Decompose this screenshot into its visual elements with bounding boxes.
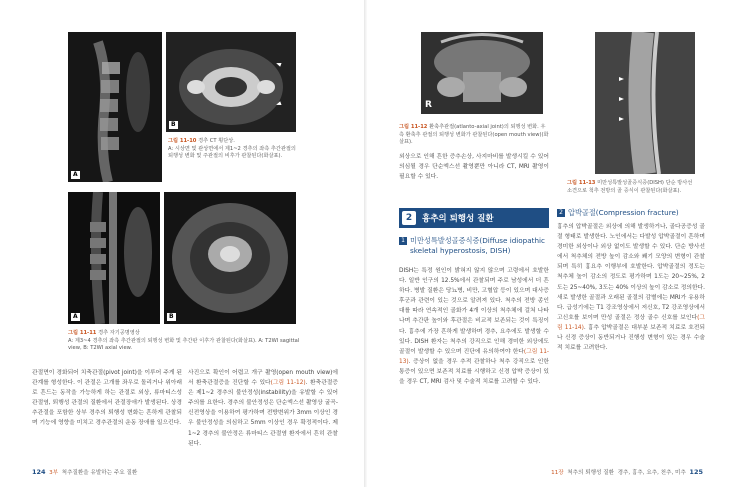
arrow-indicator: [619, 77, 624, 81]
chapter-label: 11장: [551, 470, 564, 476]
xray-side-marker: R: [425, 100, 432, 110]
part-label: 3부: [49, 470, 59, 476]
page-number: 124: [32, 468, 46, 476]
caption-number: 그림 11-10: [168, 138, 197, 144]
mri-axial-image: [164, 192, 296, 324]
subsection-number: 2: [557, 209, 565, 217]
figure-caption-11-11: [68, 330, 300, 353]
subsection-heading-compression: [557, 208, 707, 218]
section-number: 2: [402, 211, 416, 225]
figure-reference: (그림 11-12): [270, 380, 306, 387]
figure-11-11b-mri-axial: [164, 192, 296, 324]
body-column-left: [32, 368, 182, 429]
figure-label: B: [171, 121, 176, 128]
text-run: 사진으로 확인이 어렵고 개구 촬영(open mouth view)에서 환축관절증을 진단할 수 있다: [188, 370, 338, 387]
paragraph: [399, 266, 549, 387]
figure-caption-11-12: [399, 124, 549, 147]
left-page: [0, 0, 366, 487]
caption-number: 그림 11-13: [567, 180, 596, 186]
subsection-heading-dish: [399, 236, 549, 256]
section-heading: [399, 208, 549, 228]
running-title: 척추의 퇴행성 질환: [567, 470, 615, 476]
caption-title: 미만성특발성골증식증(DISH) 단순 방사선 소견으로 척추 전방의 골 증식이 관찰된다(화살표).: [567, 180, 693, 194]
right-page: [367, 0, 733, 487]
figure-11-12-open-mouth-xray: [421, 32, 543, 114]
caption-body: A: 제3~4 경추의 좌측 추간관절의 퇴행성 변화 및 추간판 이후가 관찰된다(화살표). A: T2WI sagittal view, B: T2WI axial view.: [68, 337, 300, 351]
text-run: 흉추의 압박골절은 외상에 의해 발생하거나, 골다공증성 골절 형태로 발생한다. 노인에서는 다발성 압박골절이 흔하며 경미한 외상이나 외상 없이도 발생할 수 있다. 단순 방사선에서 척추체의 전방 높이 감소와 쐐기 모양의 변형이 관찰되며 특히 흉요추 이행부에 호발한다. 압박골절의 정도는 척추체 높이 감소의 정도로 평가하며 1도는 20~25%, 2도는 25~40%, 3도는 40% 이상의 높이 감소로 정의한다. 새로 발생한 골절과 오래된 골절의 감별에는 MRI가 유용하다. 급성기에는 T1 강조영상에서 저신호, T2 강조영상에서 고신호를 보이며 만성 골절은 정상 골수 신호를 보인다: [557, 224, 705, 321]
figure-caption-11-10: [168, 138, 298, 161]
caption-title: 경추 CT 횡단상.: [198, 138, 235, 144]
body-column-right: [188, 368, 338, 449]
body-column-compression: [557, 222, 705, 353]
subsection-title: 압박골절(Compression fracture): [568, 208, 679, 217]
caption-body: 우측 환축추 관절의 퇴행성 변화가 관찰된다(open mouth view)(화살표).: [399, 124, 549, 145]
intro-paragraph: [399, 152, 549, 182]
figure-label: A: [73, 171, 78, 178]
text-run: DISH는 특정 원인이 밝혀지 않지 않으며 고령에서 호발한다. 일반 인구의 12.5%에서 관찰되며 주로 남성에서 더 흔하다. 병발 질환은 당뇨병, 비만, 고혈압 등이 있으며 대사증후군과 관련이 있는 것으로 알려져 있다. 척추의 전방 종인대를 따라 연속적인 골화가 4개 이상의 척추체에 걸쳐 나타나며 추간판 높이와 후관절은 비교적 보존되는 것이 특징이다. 흉추에 가장 흔하게 발생하며 경추, 요추에도 발생할 수 있다. DISH 환자는 척추의 강직으로 인해 경미한 외상에도 골절이 발생할 수 있으며 진단에 유의하여야 한다: [399, 268, 549, 355]
paragraph: [188, 368, 338, 449]
caption-title: 경추 자기공명영상: [98, 330, 140, 336]
figure-reference: (그림 11-14): [557, 314, 705, 331]
figure-reference: (그림 11-13): [399, 348, 549, 365]
paragraph: 외상으로 인해 흔한 증추손상, 사지마비를 발생시킬 수 있어 의심될 경우 단순엑스선 촬영뿐만 아니라 CT, MRI 촬영이 필요할 수 있다.: [399, 154, 549, 181]
subsection-title: 미만성특발성골증식증(Diffuse idiopathic skeletal hyperostosis, DISH): [410, 236, 545, 255]
arrow-indicator: [619, 97, 624, 101]
arrow-indicator: [619, 117, 624, 121]
paragraph: [557, 222, 705, 353]
paragraph: 관절면이 경화되어 치축관절(pivot joint)을 이루어 주게 된 관계를 형성한다. 이 관절은 고개를 좌우로 돌리거나 위아래로 흔드는 동작을 가능하게 하는 관절로 외상, 류마티스성 관절염, 퇴행성 관절의 질환에서 관절장애가 발생된다. 상경추관절을 포함한 상부 경추의 퇴행성 변화는 흔하게 관찰되며 기능에 영향을 미치고 경추관절의 운동 장애를 일으킨다.: [32, 370, 182, 427]
figure-11-11a-mri-sagittal: [68, 192, 160, 324]
page-footer-right: [551, 468, 703, 476]
xray-open-mouth-image: [421, 32, 543, 114]
running-subtitle: 경추, 흉추, 요추, 천추, 미추: [617, 470, 686, 476]
caption-body: A: 시상면 및 관상면에서 제1~2 경추의 좌측 추간관절의 퇴행성 변화 및 주관절의 비후가 관찰된다(화살표).: [168, 145, 296, 159]
text-run: . 증상이 없을 경우 추적 관찰하나 척추 강직으로 인한 통증이 있으면 보존적 치료를 시행하고 신경 압박 증상이 있을 경우 CT, MRI 검사 및 수술적 치료를 고려할 수 있다.: [399, 358, 549, 386]
figure-label: B: [169, 313, 174, 320]
page-number: 125: [689, 468, 703, 476]
figure-11-10a-ct-sagittal: [68, 32, 162, 182]
running-title: 척추질환을 유발하는 주요 질환: [61, 470, 138, 476]
text-run: . 환축관절증은 제1~2 경추의 불안정성(instability)을 유발할 수 있어 주의를 요한다. 경추의 불안정성은 단순엑스선 촬영상 굴곡-신전영상을 이용하여 평가하며 전방변위가 3mm 이상인 경우 불안정성을 의심하고 5mm 이상인 경우 확정적이다. 제1~2 경추의 불안정은 류마티스 관절염 환자에서 흔히 관찰된다.: [188, 380, 338, 447]
body-column-dish: [399, 266, 549, 387]
caption-title: 환축추관절(atlanto-axial joint)의 퇴행성 변화.: [429, 124, 539, 130]
ct-sagittal-image: [68, 32, 162, 182]
figure-11-13-dish-xray: [595, 32, 695, 174]
caption-number: 그림 11-11: [68, 330, 97, 336]
section-title: 흉추의 퇴행성 질환: [422, 214, 494, 224]
figure-11-10b-ct-axial: [166, 32, 296, 132]
page-footer-left: [32, 468, 137, 476]
text-run: . 흉추 압박골절은 대부분 보존적 치료로 호전되나 신경 증상이 동반되거나 진행성 변형이 있는 경우 수술적 치료를 고려한다.: [557, 324, 705, 352]
subsection-number: 1: [399, 237, 407, 245]
xray-thoracic-image: [595, 32, 695, 174]
mri-sagittal-image: [68, 192, 160, 324]
ct-axial-image: [166, 32, 296, 132]
figure-caption-11-13: [567, 180, 697, 195]
figure-label: A: [73, 313, 78, 320]
caption-number: 그림 11-12: [399, 124, 428, 130]
